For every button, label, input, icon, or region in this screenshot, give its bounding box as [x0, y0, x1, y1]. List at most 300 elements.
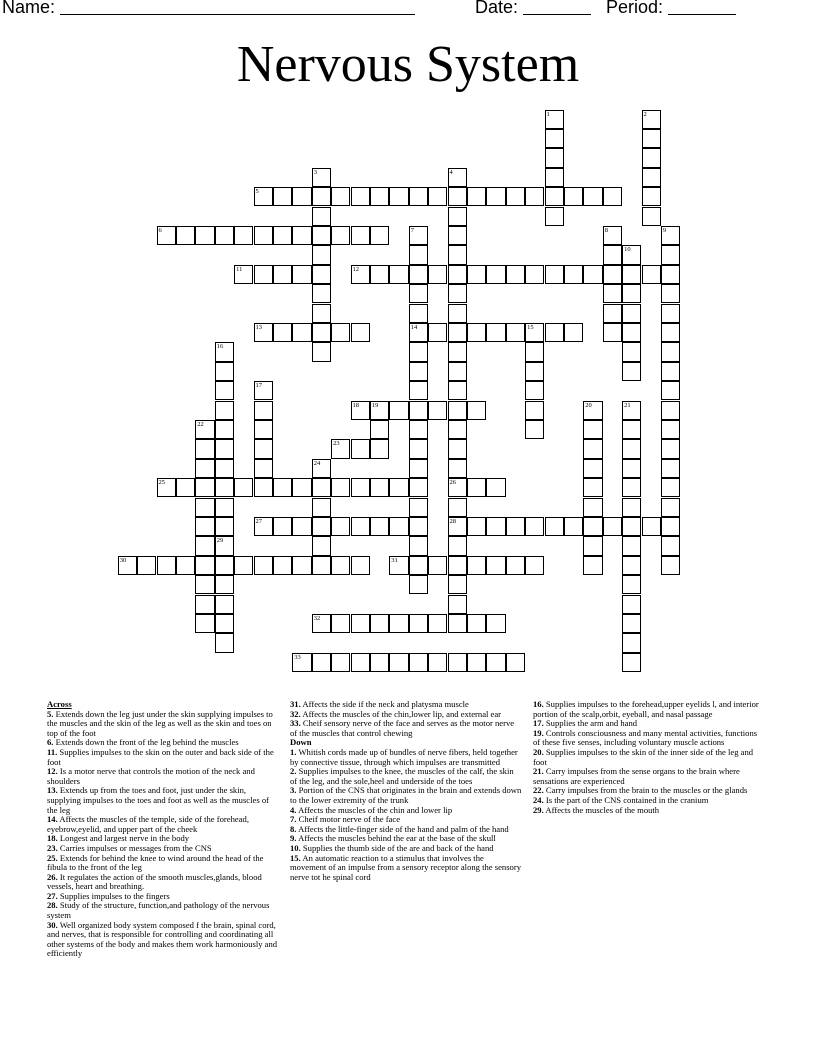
grid-cell[interactable]: [603, 245, 622, 264]
grid-cell[interactable]: [622, 653, 641, 672]
grid-cell[interactable]: [661, 342, 680, 361]
grid-cell[interactable]: [409, 342, 428, 361]
grid-cell[interactable]: [409, 187, 428, 206]
grid-cell[interactable]: [545, 517, 564, 536]
grid-cell[interactable]: [486, 187, 505, 206]
grid-cell[interactable]: [583, 478, 602, 497]
grid-cell[interactable]: [254, 381, 273, 400]
grid-cell[interactable]: [583, 536, 602, 555]
grid-cell[interactable]: [254, 517, 273, 536]
grid-cell[interactable]: [273, 556, 292, 575]
grid-cell[interactable]: [428, 401, 447, 420]
grid-cell[interactable]: [312, 517, 331, 536]
grid-cell[interactable]: [467, 265, 486, 284]
grid-cell[interactable]: [331, 478, 350, 497]
grid-cell[interactable]: [215, 614, 234, 633]
grid-cell[interactable]: [545, 129, 564, 148]
grid-cell[interactable]: [370, 420, 389, 439]
grid-cell[interactable]: [448, 284, 467, 303]
grid-cell[interactable]: [506, 653, 525, 672]
grid-cell[interactable]: [506, 517, 525, 536]
grid-cell[interactable]: [545, 207, 564, 226]
grid-cell[interactable]: [448, 420, 467, 439]
grid-cell[interactable]: [312, 284, 331, 303]
grid-cell[interactable]: [622, 362, 641, 381]
grid-cell[interactable]: [448, 323, 467, 342]
grid-cell[interactable]: [545, 148, 564, 167]
grid-cell[interactable]: [622, 478, 641, 497]
grid-cell[interactable]: [642, 168, 661, 187]
grid-cell[interactable]: [370, 517, 389, 536]
grid-cell[interactable]: [603, 187, 622, 206]
grid-cell[interactable]: [583, 439, 602, 458]
grid-cell[interactable]: [486, 517, 505, 536]
grid-cell[interactable]: [622, 517, 641, 536]
grid-cell[interactable]: [448, 536, 467, 555]
grid-cell[interactable]: [234, 226, 253, 245]
grid-cell[interactable]: [273, 187, 292, 206]
grid-cell[interactable]: [409, 226, 428, 245]
grid-cell[interactable]: [661, 401, 680, 420]
grid-cell[interactable]: [661, 459, 680, 478]
grid-cell[interactable]: [351, 187, 370, 206]
grid-cell[interactable]: [428, 265, 447, 284]
grid-cell[interactable]: [292, 653, 311, 672]
grid-cell[interactable]: [467, 323, 486, 342]
grid-cell[interactable]: [661, 226, 680, 245]
grid-cell[interactable]: [603, 284, 622, 303]
grid-cell[interactable]: [215, 517, 234, 536]
grid-cell[interactable]: [448, 439, 467, 458]
grid-cell[interactable]: [545, 265, 564, 284]
grid-cell[interactable]: [351, 265, 370, 284]
grid-cell[interactable]: [370, 401, 389, 420]
grid-cell[interactable]: [525, 265, 544, 284]
grid-cell[interactable]: [564, 265, 583, 284]
grid-cell[interactable]: [195, 420, 214, 439]
grid-cell[interactable]: [583, 498, 602, 517]
grid-cell[interactable]: [467, 187, 486, 206]
grid-cell[interactable]: [448, 498, 467, 517]
grid-cell[interactable]: [564, 323, 583, 342]
grid-cell[interactable]: [661, 362, 680, 381]
grid-cell[interactable]: [254, 401, 273, 420]
grid-cell[interactable]: [525, 556, 544, 575]
grid-cell[interactable]: [157, 226, 176, 245]
grid-cell[interactable]: [622, 595, 641, 614]
grid-cell[interactable]: [215, 226, 234, 245]
grid-cell[interactable]: [622, 342, 641, 361]
grid-cell[interactable]: [525, 323, 544, 342]
grid-cell[interactable]: [486, 478, 505, 497]
grid-cell[interactable]: [137, 556, 156, 575]
grid-cell[interactable]: [448, 304, 467, 323]
grid-cell[interactable]: [215, 401, 234, 420]
grid-cell[interactable]: [157, 478, 176, 497]
grid-cell[interactable]: [312, 536, 331, 555]
grid-cell[interactable]: [409, 653, 428, 672]
grid-cell[interactable]: [195, 556, 214, 575]
grid-cell[interactable]: [448, 459, 467, 478]
grid-cell[interactable]: [661, 245, 680, 264]
grid-cell[interactable]: [409, 362, 428, 381]
grid-cell[interactable]: [351, 614, 370, 633]
clue-number: 11.: [47, 746, 58, 757]
grid-cell[interactable]: [409, 265, 428, 284]
grid-cell[interactable]: [448, 653, 467, 672]
grid-cell[interactable]: [409, 401, 428, 420]
grid-cell[interactable]: [622, 401, 641, 420]
grid-cell[interactable]: [215, 459, 234, 478]
grid-cell[interactable]: [254, 323, 273, 342]
grid-cell[interactable]: [583, 556, 602, 575]
grid-cell[interactable]: [603, 226, 622, 245]
grid-cell[interactable]: [448, 517, 467, 536]
grid-cell[interactable]: [545, 168, 564, 187]
grid-cell[interactable]: [254, 187, 273, 206]
grid-cell[interactable]: [583, 265, 602, 284]
grid-cell[interactable]: [564, 517, 583, 536]
grid-cell[interactable]: [409, 381, 428, 400]
grid-cell[interactable]: [312, 226, 331, 245]
grid-cell[interactable]: [661, 420, 680, 439]
grid-cell[interactable]: [331, 187, 350, 206]
grid-cell[interactable]: [545, 110, 564, 129]
grid-cell[interactable]: [467, 653, 486, 672]
grid-cell[interactable]: [622, 245, 641, 264]
grid-cell[interactable]: [428, 187, 447, 206]
grid-cell[interactable]: [506, 187, 525, 206]
grid-cell[interactable]: [467, 517, 486, 536]
grid-cell[interactable]: [370, 187, 389, 206]
clue-number: 10.: [290, 842, 301, 853]
grid-cell[interactable]: [409, 304, 428, 323]
grid-cell[interactable]: [331, 653, 350, 672]
grid-cell[interactable]: [389, 614, 408, 633]
grid-cell[interactable]: [215, 420, 234, 439]
grid-cell[interactable]: [273, 478, 292, 497]
grid-cell[interactable]: [448, 362, 467, 381]
grid-cell[interactable]: [351, 401, 370, 420]
grid-cell[interactable]: [409, 459, 428, 478]
grid-cell[interactable]: [583, 517, 602, 536]
grid-cell[interactable]: [389, 556, 408, 575]
grid-cell[interactable]: [351, 556, 370, 575]
grid-cell[interactable]: [564, 187, 583, 206]
grid-cell[interactable]: [195, 226, 214, 245]
grid-cell[interactable]: [312, 498, 331, 517]
grid-cell[interactable]: [176, 556, 195, 575]
grid-cell[interactable]: [312, 653, 331, 672]
grid-cell[interactable]: [292, 556, 311, 575]
grid-cell[interactable]: [312, 187, 331, 206]
grid-cell[interactable]: [583, 459, 602, 478]
grid-cell[interactable]: [486, 556, 505, 575]
clue-number: 20: [585, 401, 592, 409]
grid-cell[interactable]: [525, 342, 544, 361]
grid-cell[interactable]: [351, 517, 370, 536]
grid-cell[interactable]: [409, 420, 428, 439]
grid-cell[interactable]: [370, 439, 389, 458]
grid-cell[interactable]: [448, 245, 467, 264]
grid-cell[interactable]: [195, 439, 214, 458]
grid-cell[interactable]: [273, 265, 292, 284]
grid-cell[interactable]: [389, 401, 408, 420]
grid-cell[interactable]: [525, 517, 544, 536]
grid-cell[interactable]: [467, 478, 486, 497]
grid-cell[interactable]: [292, 187, 311, 206]
grid-cell[interactable]: [215, 575, 234, 594]
grid-cell[interactable]: [506, 556, 525, 575]
grid-cell[interactable]: [622, 323, 641, 342]
grid-cell[interactable]: [254, 265, 273, 284]
grid-cell[interactable]: [409, 284, 428, 303]
grid-cell[interactable]: [351, 653, 370, 672]
name-label: Name:: [2, 0, 56, 17]
grid-cell[interactable]: [331, 517, 350, 536]
grid-cell[interactable]: [351, 478, 370, 497]
grid-cell[interactable]: [312, 459, 331, 478]
grid-cell[interactable]: [448, 226, 467, 245]
grid-cell[interactable]: [467, 401, 486, 420]
grid-cell[interactable]: [622, 536, 641, 555]
grid-cell[interactable]: [642, 148, 661, 167]
grid-cell[interactable]: [661, 439, 680, 458]
grid-cell[interactable]: [312, 207, 331, 226]
grid-cell[interactable]: [622, 420, 641, 439]
grid-cell[interactable]: [312, 614, 331, 633]
grid-cell[interactable]: [428, 653, 447, 672]
grid-cell[interactable]: [312, 245, 331, 264]
grid-cell[interactable]: [448, 401, 467, 420]
grid-cell[interactable]: [370, 265, 389, 284]
grid-cell[interactable]: [409, 556, 428, 575]
grid-cell[interactable]: [195, 517, 214, 536]
grid-cell[interactable]: [254, 420, 273, 439]
grid-cell[interactable]: [157, 556, 176, 575]
grid-cell[interactable]: [234, 265, 253, 284]
clue-number: 20.: [533, 746, 544, 757]
grid-cell[interactable]: [370, 614, 389, 633]
grid-cell[interactable]: [661, 478, 680, 497]
grid-cell[interactable]: [215, 556, 234, 575]
grid-cell[interactable]: [370, 478, 389, 497]
grid-cell[interactable]: [370, 653, 389, 672]
grid-cell[interactable]: [603, 265, 622, 284]
grid-cell[interactable]: [661, 536, 680, 555]
grid-cell[interactable]: [545, 323, 564, 342]
grid-cell[interactable]: [428, 323, 447, 342]
grid-cell[interactable]: [312, 168, 331, 187]
grid-cell[interactable]: [622, 284, 641, 303]
grid-cell[interactable]: [486, 614, 505, 633]
grid-cell[interactable]: [448, 342, 467, 361]
grid-cell[interactable]: [292, 226, 311, 245]
grid-cell[interactable]: [448, 595, 467, 614]
grid-cell[interactable]: [215, 342, 234, 361]
grid-cell[interactable]: [622, 556, 641, 575]
grid-cell[interactable]: [525, 401, 544, 420]
grid-cell[interactable]: [409, 478, 428, 497]
grid-cell[interactable]: [409, 614, 428, 633]
grid-cell[interactable]: [525, 362, 544, 381]
grid-cell[interactable]: [622, 614, 641, 633]
grid-cell[interactable]: [215, 498, 234, 517]
clue-number: 24.: [533, 794, 544, 805]
grid-cell[interactable]: [331, 614, 350, 633]
grid-cell[interactable]: [234, 556, 253, 575]
grid-cell[interactable]: [351, 439, 370, 458]
grid-cell[interactable]: [312, 304, 331, 323]
grid-cell[interactable]: [448, 168, 467, 187]
grid-cell[interactable]: [448, 381, 467, 400]
grid-cell[interactable]: [195, 536, 214, 555]
grid-cell[interactable]: [603, 304, 622, 323]
grid-cell[interactable]: [622, 265, 641, 284]
grid-cell[interactable]: [312, 342, 331, 361]
grid-cell[interactable]: [642, 187, 661, 206]
grid-cell[interactable]: [254, 439, 273, 458]
grid-cell[interactable]: [370, 226, 389, 245]
clue-item: [47, 748, 280, 767]
grid-cell[interactable]: [312, 323, 331, 342]
grid-cell[interactable]: [642, 129, 661, 148]
grid-cell[interactable]: [389, 653, 408, 672]
grid-cell[interactable]: [467, 614, 486, 633]
grid-cell[interactable]: [389, 187, 408, 206]
grid-cell[interactable]: [195, 478, 214, 497]
grid-cell[interactable]: [661, 323, 680, 342]
grid-cell[interactable]: [215, 536, 234, 555]
grid-cell[interactable]: [409, 245, 428, 264]
grid-cell[interactable]: [642, 110, 661, 129]
grid-cell[interactable]: [661, 556, 680, 575]
grid-cell[interactable]: [312, 478, 331, 497]
grid-cell[interactable]: [428, 614, 447, 633]
grid-cell[interactable]: [273, 517, 292, 536]
grid-cell[interactable]: [389, 517, 408, 536]
grid-cell[interactable]: [254, 556, 273, 575]
grid-cell[interactable]: [661, 265, 680, 284]
grid-cell[interactable]: [545, 187, 564, 206]
grid-cell[interactable]: [273, 226, 292, 245]
grid-cell[interactable]: [389, 265, 408, 284]
grid-cell[interactable]: [234, 478, 253, 497]
grid-cell[interactable]: [448, 575, 467, 594]
grid-cell[interactable]: [409, 536, 428, 555]
grid-cell[interactable]: [448, 207, 467, 226]
grid-cell[interactable]: [583, 420, 602, 439]
grid-cell[interactable]: [254, 226, 273, 245]
grid-cell[interactable]: [409, 575, 428, 594]
grid-cell[interactable]: [292, 265, 311, 284]
grid-cell[interactable]: [622, 498, 641, 517]
grid-cell[interactable]: [195, 614, 214, 633]
grid-cell[interactable]: [622, 459, 641, 478]
grid-cell[interactable]: [176, 478, 195, 497]
grid-cell[interactable]: [331, 439, 350, 458]
grid-cell[interactable]: [661, 304, 680, 323]
grid-cell[interactable]: [448, 187, 467, 206]
grid-cell[interactable]: [409, 439, 428, 458]
grid-cell[interactable]: [215, 439, 234, 458]
grid-cell[interactable]: [118, 556, 137, 575]
grid-cell[interactable]: [661, 381, 680, 400]
grid-cell[interactable]: [195, 595, 214, 614]
grid-cell[interactable]: [254, 459, 273, 478]
grid-cell[interactable]: [331, 323, 350, 342]
grid-cell[interactable]: [215, 595, 234, 614]
grid-cell[interactable]: [525, 381, 544, 400]
grid-cell[interactable]: [292, 323, 311, 342]
grid-cell[interactable]: [448, 614, 467, 633]
grid-cell[interactable]: [603, 323, 622, 342]
grid-cell[interactable]: [292, 478, 311, 497]
grid-cell[interactable]: [506, 265, 525, 284]
grid-cell[interactable]: [312, 556, 331, 575]
grid-cell[interactable]: [409, 498, 428, 517]
grid-cell[interactable]: [448, 478, 467, 497]
grid-cell[interactable]: [195, 575, 214, 594]
grid-cell[interactable]: [215, 381, 234, 400]
grid-cell[interactable]: [486, 653, 505, 672]
grid-cell[interactable]: [331, 226, 350, 245]
grid-cell[interactable]: [622, 304, 641, 323]
grid-cell[interactable]: [409, 517, 428, 536]
grid-cell[interactable]: [331, 556, 350, 575]
grid-cell[interactable]: [292, 517, 311, 536]
grid-cell[interactable]: [661, 517, 680, 536]
grid-cell[interactable]: [622, 439, 641, 458]
grid-cell[interactable]: [583, 187, 602, 206]
grid-cell[interactable]: [215, 633, 234, 652]
grid-cell[interactable]: [273, 323, 292, 342]
grid-cell[interactable]: [486, 323, 505, 342]
grid-cell[interactable]: [525, 420, 544, 439]
grid-cell[interactable]: [389, 478, 408, 497]
grid-cell[interactable]: [661, 284, 680, 303]
grid-cell[interactable]: [215, 362, 234, 381]
grid-cell[interactable]: [215, 478, 234, 497]
grid-cell[interactable]: [642, 265, 661, 284]
grid-cell[interactable]: [525, 187, 544, 206]
grid-cell[interactable]: [603, 517, 622, 536]
clue-number: 11: [236, 265, 243, 273]
grid-cell[interactable]: [622, 575, 641, 594]
clue-text: Cheif motor nerve of the face: [296, 814, 401, 825]
grid-cell[interactable]: [467, 556, 486, 575]
grid-cell[interactable]: [176, 226, 195, 245]
grid-cell[interactable]: [254, 478, 273, 497]
grid-cell[interactable]: [351, 323, 370, 342]
grid-cell[interactable]: [661, 498, 680, 517]
grid-cell[interactable]: [351, 226, 370, 245]
grid-cell[interactable]: [642, 517, 661, 536]
grid-cell[interactable]: [622, 633, 641, 652]
clue-number: 21: [624, 401, 631, 409]
grid-cell[interactable]: [312, 265, 331, 284]
grid-cell[interactable]: [583, 401, 602, 420]
grid-cell[interactable]: [642, 207, 661, 226]
grid-cell[interactable]: [448, 265, 467, 284]
grid-cell[interactable]: [195, 459, 214, 478]
grid-cell[interactable]: [428, 556, 447, 575]
grid-cell[interactable]: [195, 498, 214, 517]
grid-cell[interactable]: [409, 323, 428, 342]
grid-cell[interactable]: [448, 556, 467, 575]
grid-cell[interactable]: [506, 323, 525, 342]
grid-cell[interactable]: [486, 265, 505, 284]
